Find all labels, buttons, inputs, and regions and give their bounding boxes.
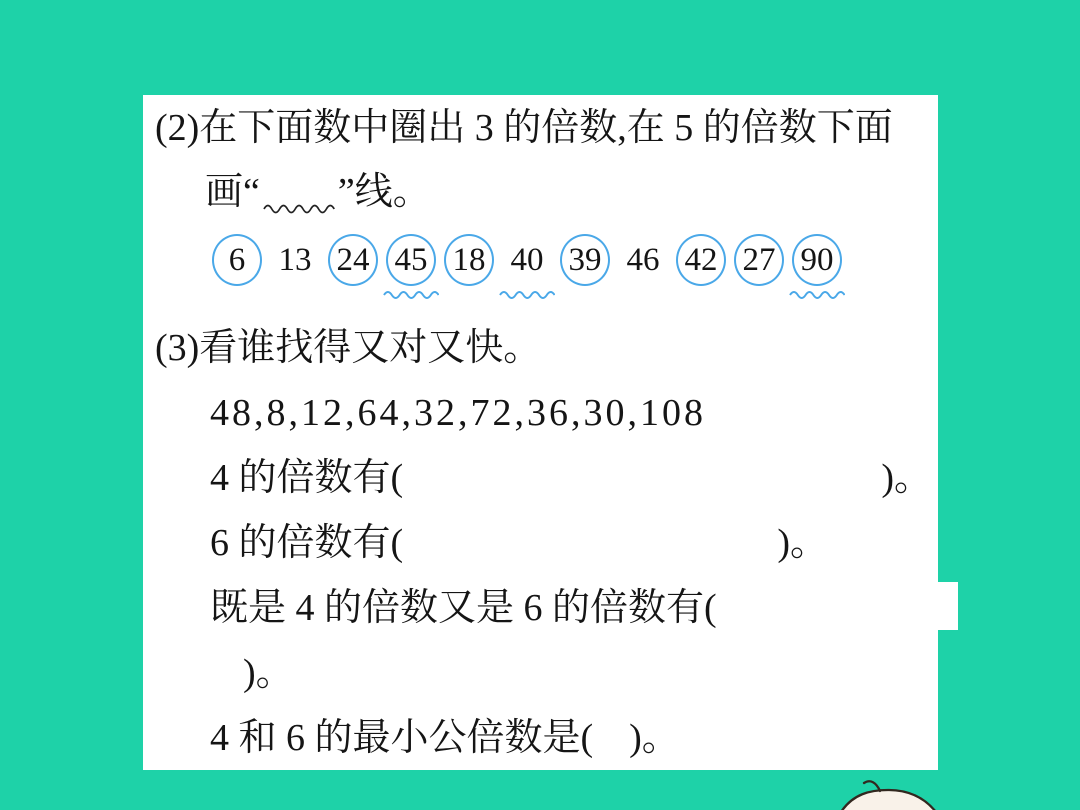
number-value: 42 — [676, 234, 726, 286]
number-value: 24 — [328, 234, 378, 286]
q2-instruction-line2 — [205, 167, 431, 217]
number-value: 45 — [386, 234, 436, 286]
peeking-character-head-icon — [838, 779, 938, 810]
number-value: 40 — [510, 241, 544, 278]
number-value: 90 — [792, 234, 842, 286]
number-value: 46 — [626, 241, 660, 278]
number-value: 18 — [444, 234, 494, 286]
numbers-row — [210, 234, 844, 299]
q3-common-multiples-line: 既是 4 的倍数又是 6 的倍数有( — [210, 587, 717, 629]
q3-multiples-of-6-label: 6 的倍数有( — [210, 522, 404, 564]
q3-lcm-label: 4 和 6 的最小公倍数是( — [210, 717, 594, 759]
q2-line2-suffix: ”线。 — [337, 171, 431, 213]
circled-number — [384, 234, 438, 299]
q3-number-list: 48,8,12,64,32,72,36,30,108 — [210, 392, 706, 434]
plain-number — [616, 234, 670, 286]
circled-number — [790, 234, 844, 299]
q3-multiples-of-4-close-paren: )。 — [881, 457, 932, 499]
circled-number — [732, 234, 786, 286]
plain-number — [268, 234, 322, 286]
q3-common-multiples-close-paren: )。 — [243, 652, 294, 694]
wavy-underline-icon — [383, 289, 439, 299]
worksheet-panel — [143, 95, 938, 770]
q2-instruction-line1: (2)在下面数中圈出 3 的倍数,在 5 的倍数下面 — [155, 107, 893, 149]
number-value: 13 — [278, 241, 312, 278]
wavy-underline-icon — [499, 289, 555, 299]
circled-number — [674, 234, 728, 286]
number-value: 39 — [560, 234, 610, 286]
q3-lcm-line — [210, 713, 680, 763]
q3-lcm-close-paren: )。 — [629, 717, 680, 759]
q3-heading: (3)看谁找得又对又快。 — [155, 327, 542, 369]
number-value: 27 — [734, 234, 784, 286]
q3-multiples-of-6-close-paren: )。 — [777, 522, 828, 564]
circled-number — [558, 234, 612, 286]
panel-notch — [938, 582, 958, 630]
wavy-line-sample-icon — [263, 202, 335, 214]
circled-number — [442, 234, 496, 286]
circled-number — [326, 234, 380, 286]
q3-blank-multiples-of-6 — [210, 518, 828, 568]
number-value: 6 — [212, 234, 262, 286]
q3-multiples-of-4-label: 4 的倍数有( — [210, 457, 404, 499]
plain-number — [500, 234, 554, 299]
q2-line2-prefix: 画“ — [205, 171, 260, 213]
wavy-underline-icon — [789, 289, 845, 299]
circled-number — [210, 234, 264, 286]
q3-blank-multiples-of-4 — [210, 453, 932, 503]
